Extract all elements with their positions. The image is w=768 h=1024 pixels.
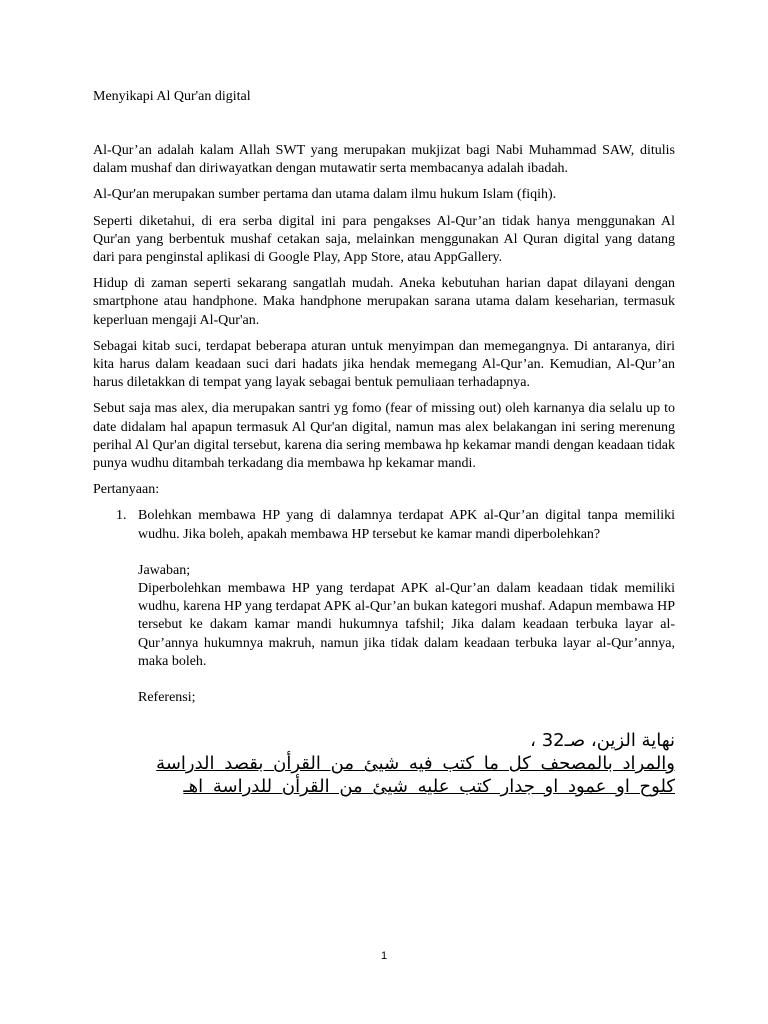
- page-number: 1: [380, 950, 388, 962]
- paragraph: Sebagai kitab suci, terdapat beberapa aturan untuk menyimpan dan memegangnya. Di antaranya, diri kita harus dalam keadaan suci dari hadats jika hendak memegang Al-Qur’an. Kemudian, Al-Qur’an harus diletakkan di tempat yang layak sebagai bentuk pemuliaan terhadapnya.: [93, 338, 675, 391]
- arabic-reference: [138, 729, 675, 798]
- answer-label: Jawaban;: [138, 562, 191, 578]
- question-text: Bolehkan membawa HP yang di dalamnya terdapat APK al-Qur’an digital tanpa memiliki wudhu. Jika boleh, apakah membawa HP tersebut ke kamar mandi diperbolehkan?: [138, 508, 675, 542]
- reference-end: اهـ: [183, 776, 213, 798]
- reference-label: Referensi;: [138, 690, 196, 706]
- reference-quote-text: والمراد بالمصحف كل ما كتب فيه شيئ من القرأن بقصد الدراسة كلوح او عمود او جدار كتب عليه شيئ من القرأن للدراسة: [156, 753, 675, 798]
- question-item: [93, 507, 675, 798]
- answer-text: Diperbolehkan membawa HP yang terdapat APK al-Qur’an dalam keadaan tidak memiliki wudhu, karena HP yang terdapat APK al-Qur’an bukan kategori mushaf. Adapun membawa HP tersebut ke dakam kamar mandi hukumnya tafshil; Jika dalam keadaan terbuka layar al-Qur’annya hukumnya makruh, namun jika tidak dalam keadaan terbuka layar al-Qur’annya, maka boleh.: [138, 581, 675, 669]
- document-body: [93, 142, 675, 798]
- question-number: 1.: [116, 508, 127, 524]
- paragraph: Hidup di zaman seperti sekarang sangatlah mudah. Aneka kebutuhan harian dapat dilayani dengan smartphone atau handphone. Maka handphone merupakan sarana utama dalam keseharian, termasuk keperluan mengaji Al-Qur'an.: [93, 276, 675, 328]
- paragraph: Seperti diketahui, di era serba digital ini para pengakses Al-Qur’an tidak hanya menggunakan Al Qur'an yang berbentuk mushaf cetakan saja, melainkan menggunakan Al Quran digital yang datang dari para penginstal aplikasi di Google Play, App Store, atau AppGallery.: [93, 213, 675, 266]
- paragraph: Al-Qur'an merupakan sumber pertama dan utama dalam ilmu hukum Islam (fiqih).: [93, 187, 557, 203]
- reference-source: نهاية الزين، صـ32 ،: [530, 730, 675, 752]
- questions-list: [93, 507, 675, 798]
- paragraph: Sebut saja mas alex, dia merupakan santri yg fomo (fear of missing out) oleh karnanya dia selalu up to date didalam hal apapun termasuk Al Qur'an digital, namun mas alex belakangan ini sering merenung perihal Al Qur'an digital tersebut, karena dia sering membawa hp kekamar mandi dengan keadaan tidak punya wudhu ditambah terkadang dia membawa hp kekamar mandi.: [93, 401, 675, 472]
- reference-quote: [138, 752, 675, 798]
- questions-heading: Pertanyaan:: [93, 482, 160, 498]
- paragraph: Al-Qur’an adalah kalam Allah SWT yang merupakan mukjizat bagi Nabi Muhammad SAW, ditulis dalam mushaf dan diriwayatkan dengan mutawatir serta membacanya adalah ibadah.: [93, 143, 675, 177]
- document-title: Menyikapi Al Qur'an digital: [93, 89, 251, 104]
